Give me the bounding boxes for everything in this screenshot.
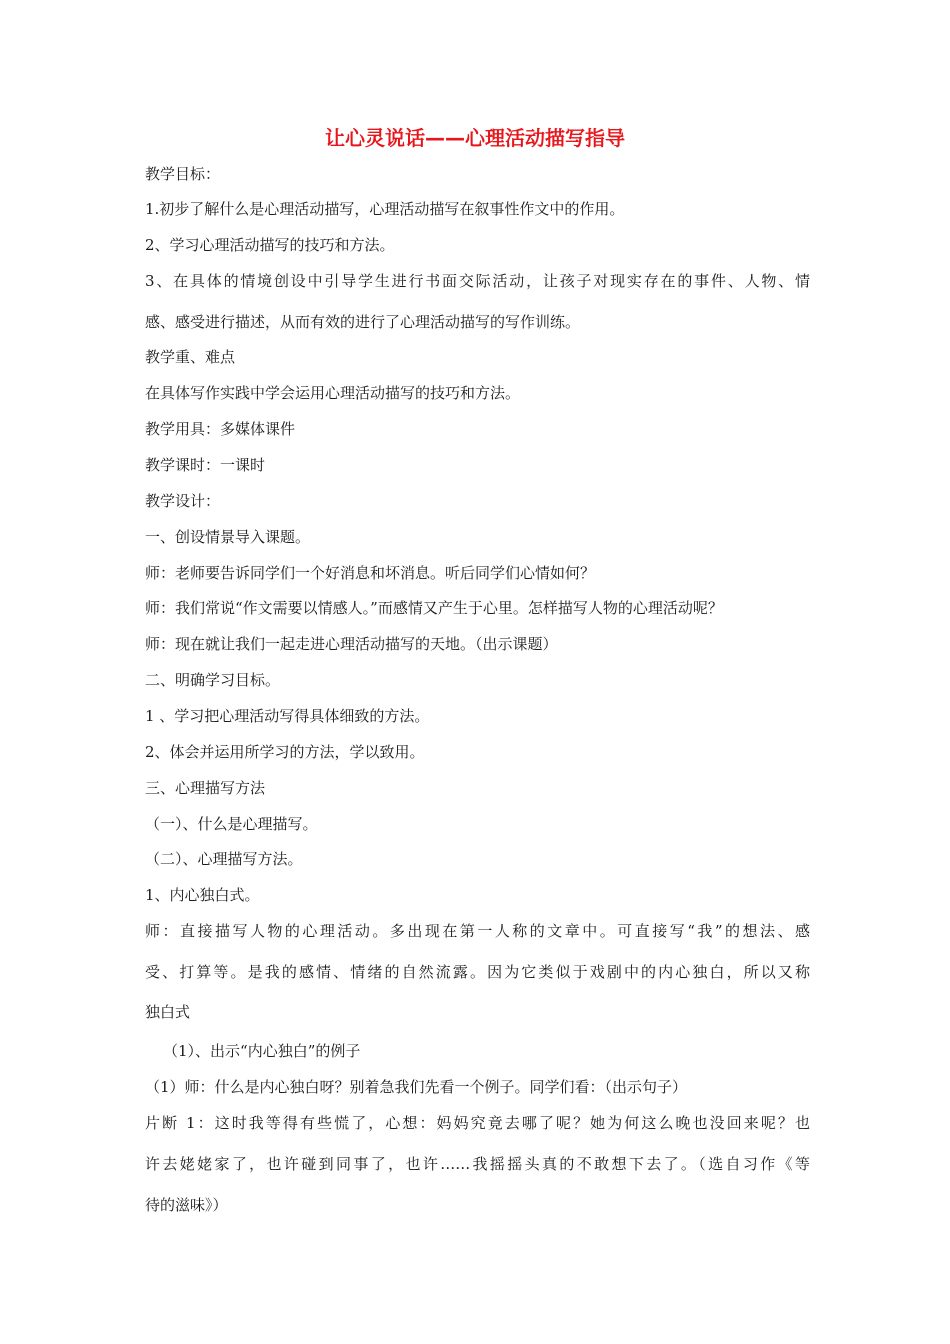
text-line: （1）、出示“内心独白”的例子 (163, 1042, 361, 1060)
text-line: 在具体写作实践中学会运用心理活动描写的技巧和方法。 (145, 384, 521, 402)
text-line: （二）、心理描写方法。 (145, 850, 303, 868)
text-line: 师：老师要告诉同学们一个好消息和坏消息。听后同学们心情如何？ (145, 564, 596, 582)
text-line: 1 、学习把心理活动写得具体细致的方法。 (145, 707, 430, 725)
text-line: 1.初步了解什么是心理活动描写，心理活动描写在叙事性作文中的作用。 (145, 200, 625, 218)
text-line: 2、学习心理活动描写的技巧和方法。 (145, 236, 395, 254)
text-line: （一）、什么是心理描写。 (145, 815, 318, 833)
text-line: 感、感受进行描述，从而有效的进行了心理活动描写的写作训练。 (145, 313, 581, 331)
text-line: 教学设计： (145, 492, 221, 510)
text-line: 片断 1：这时我等得有些慌了，心想：妈妈究竟去哪了呢？她为何这么晚也没回来呢？也 (145, 1114, 810, 1132)
text-line: 师：现在就让我们一起走进心理活动描写的天地。（出示课题） (145, 635, 558, 653)
text-line: 教学重、难点 (145, 348, 236, 366)
text-line: 二、明确学习目标。 (145, 671, 281, 689)
text-line: 师：我们常说“作文需要以情感人。”而感情又产生于心里。怎样描写人物的心理活动呢？ (145, 599, 723, 617)
text-line: 待的滋味》） (145, 1196, 228, 1214)
text-line: 独白式 (145, 1003, 191, 1021)
text-line: 2、体会并运用所学习的方法，学以致用。 (145, 743, 425, 761)
document-title: 让心灵说话——心理活动描写指导 (325, 126, 625, 150)
text-line: 三、心理描写方法 (145, 779, 266, 797)
text-line: 教学用具：多媒体课件 (145, 420, 296, 438)
text-line: （1）师：什么是内心独白呀？别着急我们先看一个例子。同学们看：（出示句子） (145, 1078, 688, 1096)
text-line: 许去姥姥家了，也许碰到同事了，也许……我摇摇头真的不敢想下去了。（选自习作《等 (145, 1155, 810, 1173)
text-line: 一、创设情景导入课题。 (145, 528, 311, 546)
text-line: 1、内心独白式。 (145, 886, 260, 904)
text-line: 3、在具体的情境创设中引导学生进行书面交际活动，让孩子对现实存在的事件、人物、情 (145, 272, 810, 290)
text-line: 教学目标： (145, 165, 221, 183)
text-line: 受、打算等。是我的感情、情绪的自然流露。因为它类似于戏剧中的内心独白，所以又称 (145, 963, 810, 981)
text-line: 师：直接描写人物的心理活动。多出现在第一人称的文章中。可直接写“我”的想法、感 (145, 922, 810, 940)
text-line: 教学课时：一课时 (145, 456, 266, 474)
